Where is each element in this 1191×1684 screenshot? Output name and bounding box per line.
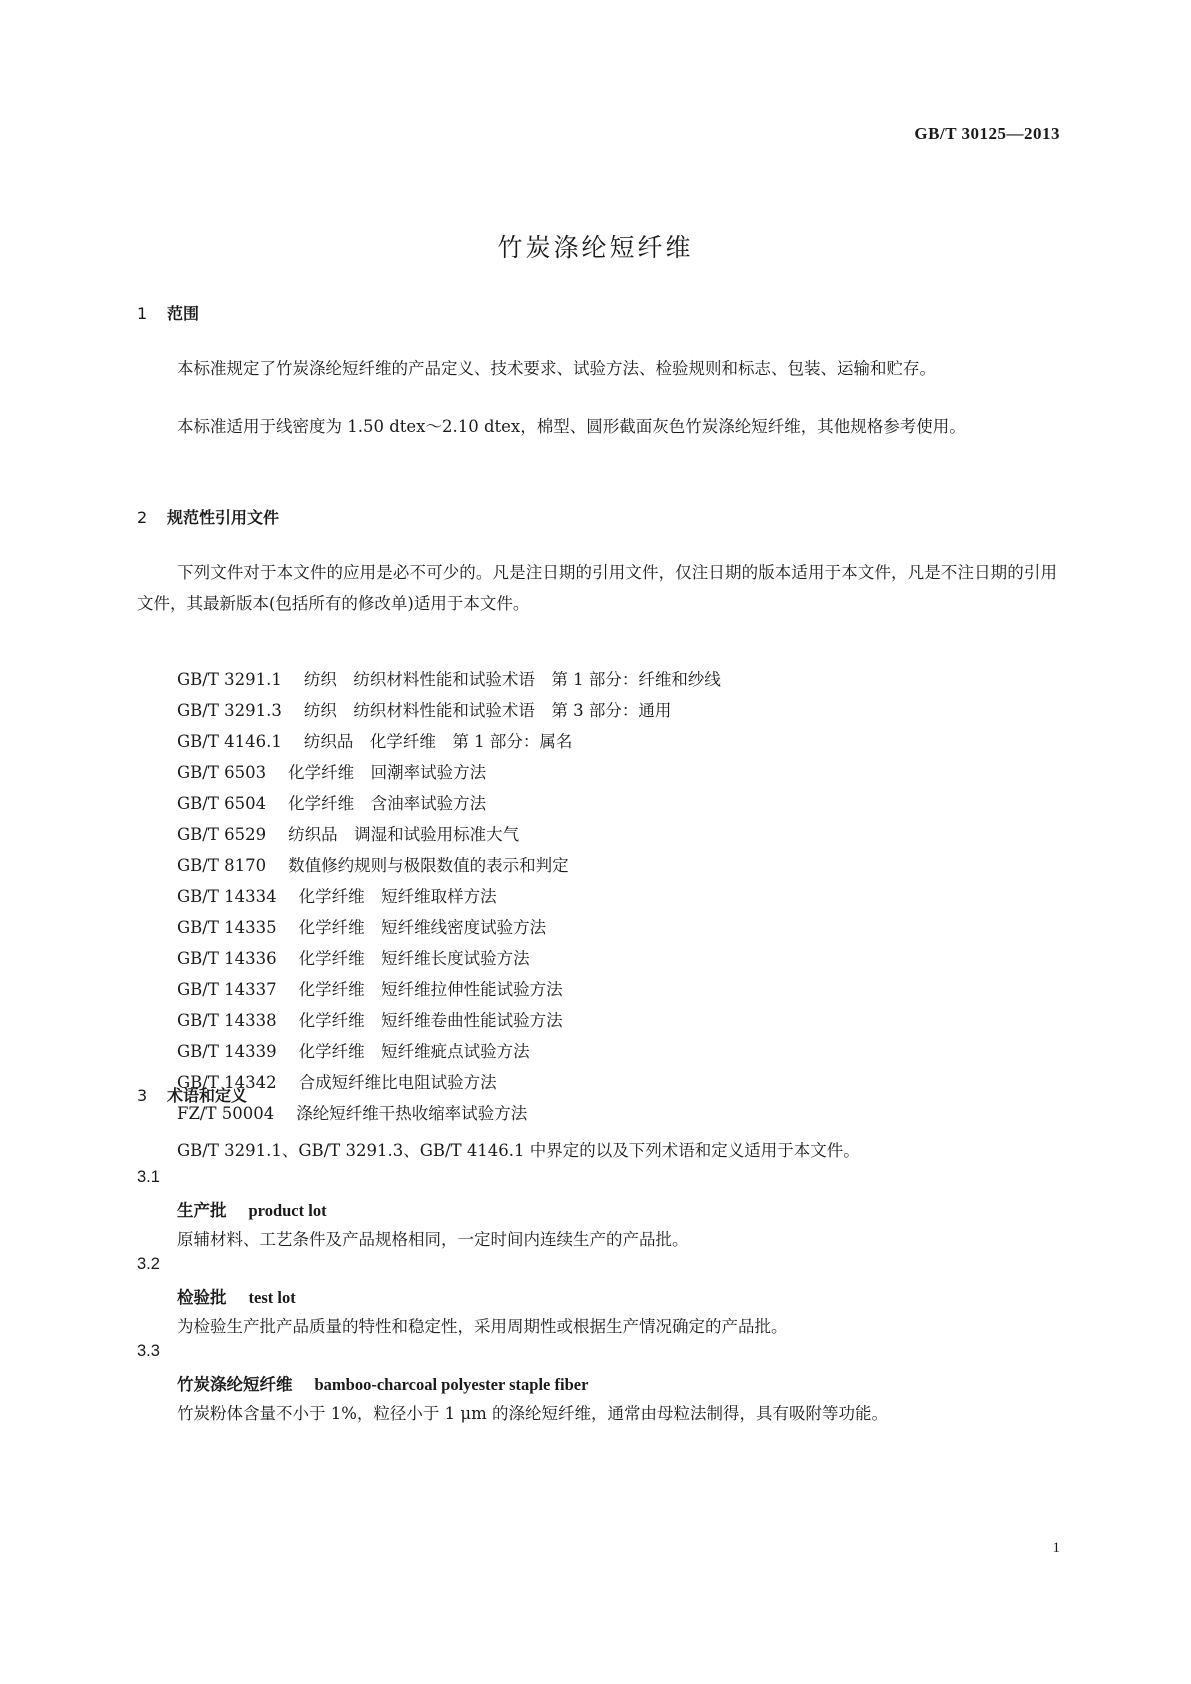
reference-title: 纺织品 调湿和试验用标准大气	[288, 825, 520, 844]
reference-title: 化学纤维 短纤维长度试验方法	[298, 949, 530, 968]
reference-item	[177, 912, 721, 943]
term-number: 3.1	[137, 1168, 160, 1186]
term-number: 3.3	[137, 1342, 160, 1360]
reference-title: 数值修约规则与极限数值的表示和判定	[288, 856, 569, 875]
section-number: 3	[137, 1086, 148, 1105]
reference-code: GB/T 14338	[177, 1011, 277, 1030]
reference-title: 化学纤维 短纤维疵点试验方法	[298, 1042, 530, 1061]
reference-title: 化学纤维 回潮率试验方法	[288, 763, 487, 782]
reference-code: GB/T 14334	[177, 887, 277, 906]
term-zh: 生产批	[177, 1201, 227, 1220]
reference-title: 化学纤维 短纤维线密度试验方法	[298, 918, 547, 937]
reference-item	[177, 757, 721, 788]
reference-code: GB/T 14337	[177, 980, 277, 999]
reference-item	[177, 695, 721, 726]
page-number: 1	[1052, 1540, 1060, 1556]
reference-item	[177, 1005, 721, 1036]
reference-code: GB/T 14342	[177, 1073, 277, 1092]
reference-title: 涤纶短纤维干热收缩率试验方法	[296, 1104, 528, 1123]
references-intro: 下列文件对于本文件的应用是必不可少的。凡是注日期的引用文件，仅注日期的版本适用于本文件，凡是不注日期的引用文件，其最新版本(包括所有的修改单)适用于本文件。	[137, 563, 1057, 613]
section-heading-normative-references	[137, 505, 279, 528]
reference-item	[177, 726, 721, 757]
term-en: test lot	[248, 1288, 296, 1307]
reference-title: 合成短纤维比电阻试验方法	[298, 1073, 497, 1092]
scope-paragraph-1: 本标准规定了竹炭涤纶短纤维的产品定义、技术要求、试验方法、检验规则和标志、包装、运输和贮存。	[177, 359, 936, 378]
reference-code: GB/T 6504	[177, 794, 267, 813]
document-title: 竹炭涤纶短纤维	[497, 233, 694, 262]
reference-item	[177, 1036, 721, 1067]
term-heading	[177, 1284, 296, 1308]
reference-code: GB/T 14336	[177, 949, 277, 968]
reference-code: GB/T 14335	[177, 918, 277, 937]
reference-code: FZ/T 50004	[177, 1104, 275, 1123]
reference-title: 化学纤维 短纤维拉伸性能试验方法	[298, 980, 563, 999]
reference-title: 纺织 纺织材料性能和试验术语 第 1 部分：纤维和纱线	[303, 670, 721, 689]
term-definition: 竹炭粉体含量不小于 1%，粒径小于 1 μm 的涤纶短纤维，通常由母粒法制得，具有吸附等功能。	[177, 1404, 889, 1423]
reference-title: 化学纤维 含油率试验方法	[288, 794, 487, 813]
terms-intro: GB/T 3291.1、GB/T 3291.3、GB/T 4146.1 中界定的以及下列术语和定义适用于本文件。	[177, 1141, 860, 1160]
reference-code: GB/T 3291.1	[177, 670, 282, 689]
reference-item	[177, 819, 721, 850]
term-en: product lot	[248, 1201, 327, 1220]
reference-list	[177, 664, 721, 1129]
reference-item	[177, 1067, 721, 1098]
reference-item	[177, 943, 721, 974]
section-heading-scope	[137, 301, 199, 324]
reference-code: GB/T 8170	[177, 856, 267, 875]
reference-item	[177, 1098, 721, 1129]
section-title: 规范性引用文件	[167, 508, 280, 527]
reference-item	[177, 850, 721, 881]
scope-paragraph-2: 本标准适用于线密度为 1.50 dtex～2.10 dtex，棉型、圆形截面灰色竹炭涤纶短纤维，其他规格参考使用。	[177, 417, 966, 436]
term-number: 3.2	[137, 1255, 160, 1273]
section-number: 1	[137, 304, 148, 323]
reference-title: 化学纤维 短纤维取样方法	[298, 887, 497, 906]
reference-code: GB/T 4146.1	[177, 732, 282, 751]
section-heading-terms-definitions	[137, 1083, 247, 1106]
section-title: 范围	[167, 304, 200, 323]
term-zh: 竹炭涤纶短纤维	[177, 1375, 293, 1394]
term-heading	[177, 1371, 588, 1395]
reference-code: GB/T 3291.3	[177, 701, 282, 720]
reference-code: GB/T 6503	[177, 763, 267, 782]
reference-item	[177, 788, 721, 819]
reference-item	[177, 974, 721, 1005]
reference-item	[177, 664, 721, 695]
reference-title: 化学纤维 短纤维卷曲性能试验方法	[298, 1011, 563, 1030]
term-heading	[177, 1197, 327, 1221]
section-title: 术语和定义	[167, 1086, 248, 1105]
reference-code: GB/T 14339	[177, 1042, 277, 1061]
reference-code: GB/T 6529	[177, 825, 267, 844]
term-definition: 为检验生产批产品质量的特性和稳定性，采用周期性或根据生产情况确定的产品批。	[177, 1317, 788, 1336]
term-definition: 原辅材料、工艺条件及产品规格相同，一定时间内连续生产的产品批。	[177, 1230, 689, 1249]
reference-title: 纺织 纺织材料性能和试验术语 第 3 部分：通用	[303, 701, 672, 720]
term-en: bamboo-charcoal polyester staple fiber	[314, 1375, 589, 1394]
term-zh: 检验批	[177, 1288, 227, 1307]
reference-item	[177, 881, 721, 912]
standard-code: GB/T 30125—2013	[914, 124, 1060, 143]
reference-title: 纺织品 化学纤维 第 1 部分：属名	[303, 732, 573, 751]
section-number: 2	[137, 508, 148, 527]
